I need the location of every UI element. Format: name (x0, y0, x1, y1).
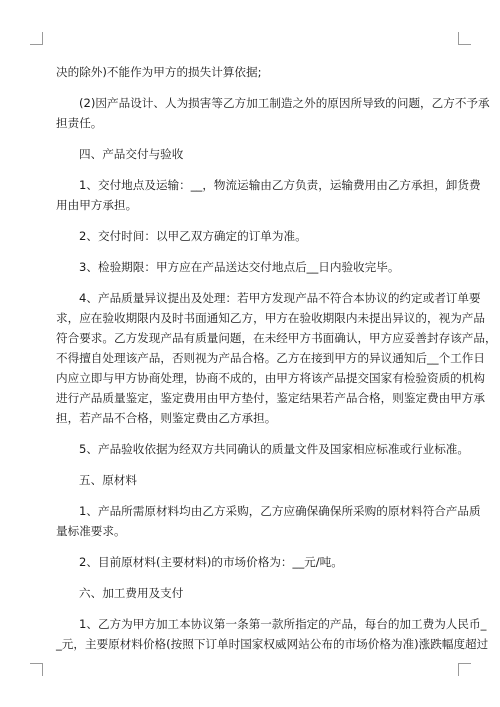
text-line: 担，若产品不合格，则鉴定费由乙方承担。 (56, 411, 277, 425)
paragraph-spacing (56, 603, 444, 614)
paragraph (56, 288, 497, 428)
text-line: 1、产品所需原材料均由乙方采购，乙方应确保确保所采购的原材料符合产品质 (79, 504, 481, 518)
crop-mark-top-right (458, 32, 471, 45)
text-line: 2、交付时间：以甲乙双方确定的订单为准。 (79, 229, 307, 243)
text-line: 符合要求。乙方发现产品有质量问题，在未经甲方书面确认，甲方应妥善封存该产品， (56, 331, 497, 345)
paragraph-spacing (56, 490, 444, 501)
paragraph-spacing (56, 82, 444, 93)
text-line: 不得擅自处理该产品，否则视为产品合格。乙方在接到甲方的异议通知后__个工作日 (56, 351, 485, 365)
paragraph (56, 552, 444, 572)
text-line: 进行产品质量鉴定，鉴定费用由甲方垫付，鉴定结果若产品合格，则鉴定费由甲方承 (56, 391, 485, 405)
paragraph (56, 614, 489, 654)
text-line: 决的除外)不能作为甲方的损失计算依据; (56, 65, 262, 79)
text-line: 3、检验期限：甲方应在产品送达交付地点后__日内验收完毕。 (79, 260, 400, 274)
paragraph (56, 93, 490, 133)
text-line: 五、原材料 (79, 473, 137, 487)
paragraph (56, 257, 444, 277)
paragraph-spacing (56, 246, 444, 257)
paragraph-spacing (56, 459, 444, 470)
crop-mark-bottom-right (458, 663, 471, 676)
text-line: 4、产品质量异议提出及处理：若甲方发现产品不符合本协议的约定或者订单要 (79, 291, 481, 305)
paragraph-spacing (56, 277, 444, 288)
paragraph (56, 144, 444, 164)
paragraph-spacing (56, 133, 444, 144)
paragraph (56, 62, 444, 82)
text-line: 5、产品验收依据为经双方共同确认的质量文件及国家相应标准或行业标准。 (79, 442, 469, 456)
text-line: 四、产品交付与验收 (79, 147, 184, 161)
text-line: 量标准要求。 (56, 524, 126, 538)
text-line: (2)因产品设计、人为损害等乙方加工制造之外的原因所导致的问题，乙方不予承 (79, 96, 490, 110)
paragraph-spacing (56, 572, 444, 583)
paragraph (56, 175, 481, 215)
paragraph (56, 501, 481, 541)
paragraph (56, 226, 444, 246)
text-line: 用由甲方承担。 (56, 198, 138, 212)
text-line: 内应立即与甲方协商处理，协商不成的，由甲方将该产品提交国家有检验资质的机构 (56, 371, 485, 385)
paragraph-spacing (56, 541, 444, 552)
text-line: 六、加工费用及支付 (79, 586, 184, 600)
crop-mark-bottom-left (30, 663, 43, 676)
crop-mark-top-left (30, 32, 43, 45)
text-line: 求，应在验收期限内及时书面通知乙方，甲方在验收期限内未提出异议的，视为产品 (56, 311, 485, 325)
text-line: 2、目前原材料(主要材料)的市场价格为：__元/吨。 (79, 555, 343, 569)
text-line: 担责任。 (56, 116, 103, 130)
paragraph (56, 439, 469, 459)
paragraph-spacing (56, 428, 444, 439)
paragraph-spacing (56, 215, 444, 226)
paragraph (56, 470, 444, 490)
document-body (56, 62, 497, 654)
text-line: 1、乙方为甲方加工本协议第一条第一款所指定的产品，每台的加工费为人民币_ (79, 617, 487, 631)
paragraph-spacing (56, 164, 444, 175)
text-line: 1、交付地点及运输：__，物流运输由乙方负责，运输费用由乙方承担，卸货费 (79, 178, 481, 192)
text-line: _元，主要原材料价格(按照下订单时国家权威网站公布的市场价格为准)涨跌幅度超过 (56, 637, 489, 651)
paragraph (56, 583, 444, 603)
